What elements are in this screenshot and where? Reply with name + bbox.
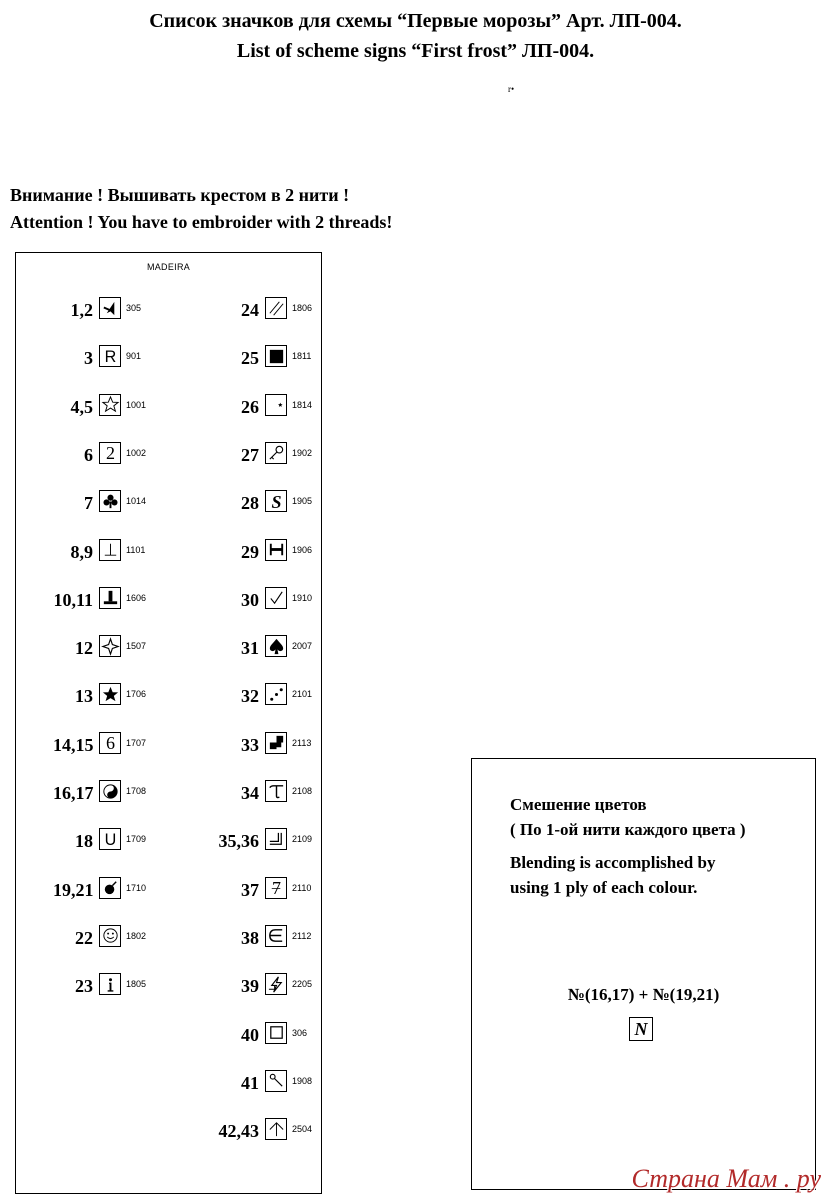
- legend-number: 4,5: [70, 396, 93, 417]
- double-slash-icon: [265, 297, 287, 319]
- blending-symbol: N: [629, 1017, 653, 1041]
- thread-code: 1906: [292, 544, 313, 555]
- legend-number: 26: [241, 396, 259, 417]
- scan-speck: r•: [508, 84, 515, 94]
- legend-number: 29: [241, 541, 259, 562]
- legend-number: 34: [241, 783, 259, 803]
- thread-code: 901: [126, 351, 142, 362]
- legend-number: 27: [241, 444, 259, 465]
- legend-entry: [53, 877, 193, 901]
- attention-ru: Внимание ! Вышивать крестом в 2 нити !: [10, 185, 350, 205]
- legend-entry: [53, 345, 193, 369]
- thread-code: 1806: [292, 303, 313, 313]
- perpendicular-icon: [99, 539, 121, 561]
- star-filled-icon: [99, 683, 121, 705]
- info-i-icon: [99, 973, 121, 995]
- legend-entry: [209, 973, 349, 997]
- legend-number: 19,21: [53, 879, 94, 900]
- legend-entry: [53, 394, 193, 418]
- thread-code: 1606: [126, 592, 147, 603]
- thread-code: 1805: [126, 979, 147, 990]
- watermark: Страна Мам . ру: [631, 1164, 821, 1193]
- legend-entry: [53, 828, 193, 852]
- legend-number: 38: [241, 927, 259, 948]
- checker-icon: [265, 732, 287, 754]
- spade-icon: [265, 635, 287, 657]
- thread-code: 2101: [292, 689, 313, 700]
- legend-entry: [53, 490, 193, 514]
- thread-code: 2113: [292, 737, 312, 748]
- thread-code: 1802: [126, 930, 147, 941]
- legend-entry: [53, 925, 193, 949]
- digit-7-icon: [265, 877, 287, 899]
- letter-r-icon: [99, 345, 121, 367]
- blending-title-ru: Смешение цветов: [510, 795, 647, 814]
- legend-number: 12: [75, 638, 93, 659]
- attention-en: Attention ! You have to embroider with 2 threads!: [10, 212, 393, 232]
- blending-note-ru: ( По 1-ой нити каждого цвета ): [510, 820, 746, 839]
- legend-number: 14,15: [53, 734, 94, 755]
- lightning-icon: [265, 973, 287, 995]
- legend-entry: [209, 828, 349, 852]
- thread-code: 1706: [126, 689, 147, 700]
- thread-code: 1709: [126, 834, 147, 845]
- legend-entry: [209, 490, 349, 514]
- svg-text:U: U: [104, 830, 116, 849]
- legend-entry: [209, 394, 349, 418]
- legend-number: 39: [241, 976, 259, 997]
- legend-number: 24: [241, 300, 259, 320]
- legend-number: 33: [241, 734, 259, 755]
- legend-entry: [209, 539, 349, 563]
- legend-entry: [53, 973, 193, 997]
- blending-formula: №(16,17) + №(19,21): [567, 985, 720, 1004]
- legend-entry: [209, 732, 349, 756]
- thread-code: 1001: [126, 399, 147, 410]
- legend-number: 13: [75, 686, 93, 707]
- legend-number: 1,2: [70, 300, 93, 320]
- digit-2-icon: [99, 442, 121, 464]
- thread-code: 1814: [292, 399, 313, 410]
- up-arrow-icon: [265, 1118, 287, 1140]
- digit-6-icon: [99, 732, 121, 754]
- bomb-icon: [99, 877, 121, 899]
- thread-code: 2110: [292, 882, 312, 893]
- legend-entry: [209, 780, 349, 804]
- thread-code: 1710: [126, 882, 147, 893]
- thread-code: 1905: [292, 496, 313, 507]
- legend-entry: [209, 635, 349, 659]
- club-icon: [99, 490, 121, 512]
- svg-text:6: 6: [105, 733, 115, 753]
- thread-code: 305: [126, 303, 142, 313]
- thread-code: 2109: [292, 834, 313, 845]
- legend-entry: [209, 877, 349, 901]
- crescent-star-icon: [265, 394, 287, 416]
- letter-u-icon: [99, 828, 121, 850]
- thread-code: 306: [292, 1027, 308, 1038]
- thread-code: 1708: [126, 786, 147, 796]
- thread-code: 1707: [126, 737, 147, 748]
- legend-number: 23: [75, 976, 93, 997]
- legend-brand: MADEIRA: [146, 262, 191, 272]
- legend-number: 37: [241, 879, 259, 900]
- legend-entry: [53, 539, 193, 563]
- thread-code: 1002: [126, 447, 147, 458]
- tau-icon: [265, 780, 287, 802]
- blending-note-en-2: using 1 ply of each colour.: [510, 878, 698, 897]
- legend-number: 22: [75, 927, 93, 948]
- svg-text:R: R: [104, 347, 116, 366]
- h-bar-icon: [265, 539, 287, 561]
- inner-square-icon: [265, 1022, 287, 1044]
- legend-entry: [53, 635, 193, 659]
- thread-code: 1910: [292, 592, 313, 603]
- legend-entry: [209, 683, 349, 707]
- thread-code: 2504: [292, 1124, 313, 1135]
- legend-entry: [53, 587, 193, 611]
- letter-s-icon: [265, 490, 287, 512]
- thread-code: 1902: [292, 447, 313, 458]
- filled-square-icon: [265, 345, 287, 367]
- legend-entry: [53, 780, 193, 804]
- check-icon: [265, 587, 287, 609]
- thread-code: 2205: [292, 979, 313, 990]
- legend-number: 32: [241, 686, 259, 707]
- svg-text:S: S: [270, 491, 282, 511]
- legend-number: 7: [84, 493, 93, 514]
- star-outline-icon: [99, 394, 121, 416]
- legend-number: 42,43: [218, 1121, 259, 1142]
- legend-entry: [209, 297, 349, 321]
- legend-number: 3: [84, 348, 93, 369]
- legend-number: 28: [241, 493, 259, 514]
- legend-entry: [53, 732, 193, 756]
- arrow-icon: [99, 297, 121, 319]
- legend-number: 8,9: [70, 541, 93, 562]
- legend-entry: [53, 442, 193, 466]
- element-of-icon: [265, 925, 287, 947]
- blending-box: [471, 758, 816, 1190]
- blending-note-en-1: Blending is accomplished by: [510, 853, 716, 872]
- legend-entry: [209, 1118, 349, 1142]
- legend-number: 25: [241, 348, 259, 369]
- thick-t-icon: [99, 587, 121, 609]
- thread-code: 1014: [126, 496, 147, 507]
- legend-number: 6: [84, 444, 93, 465]
- legend-number: 30: [241, 589, 259, 610]
- pin-icon: [265, 1070, 287, 1092]
- legend-entry: [53, 297, 193, 321]
- legend-number: 18: [75, 831, 93, 852]
- key-icon: [265, 442, 287, 464]
- thread-code: 2108: [292, 786, 313, 796]
- dice-three-icon: [265, 683, 287, 705]
- thread-code: 2007: [292, 641, 313, 652]
- thread-code: 1908: [292, 1075, 313, 1086]
- thread-code: 1101: [126, 544, 146, 555]
- page-title-en: List of scheme signs “First frost” ЛП-004.: [236, 40, 595, 62]
- legend-entry: [209, 1022, 349, 1046]
- svg-text:7: 7: [271, 878, 281, 898]
- smiley-icon: [99, 925, 121, 947]
- thread-code: 1811: [292, 351, 312, 362]
- legend-entry: [209, 1070, 349, 1094]
- four-point-star-icon: [99, 635, 121, 657]
- legend-entry: [209, 442, 349, 466]
- svg-text:2: 2: [105, 443, 115, 463]
- symbol-legend: [15, 252, 322, 1194]
- legend-entry: [209, 587, 349, 611]
- corner-lines-icon: [265, 828, 287, 850]
- legend-number: 35,36: [218, 831, 259, 852]
- legend-entry: [209, 345, 349, 369]
- legend-number: 10,11: [53, 589, 93, 610]
- legend-entry: [209, 925, 349, 949]
- legend-number: 41: [241, 1072, 259, 1093]
- page-title-ru: Список значков для схемы “Первые морозы” Арт. ЛП-004.: [149, 10, 682, 32]
- legend-number: 40: [241, 1024, 259, 1045]
- thread-code: 2112: [292, 930, 312, 941]
- legend-number: 16,17: [53, 783, 94, 803]
- yin-yang-icon: [99, 780, 121, 802]
- legend-entry: [53, 683, 193, 707]
- thread-code: 1507: [126, 641, 147, 652]
- legend-number: 31: [241, 638, 259, 659]
